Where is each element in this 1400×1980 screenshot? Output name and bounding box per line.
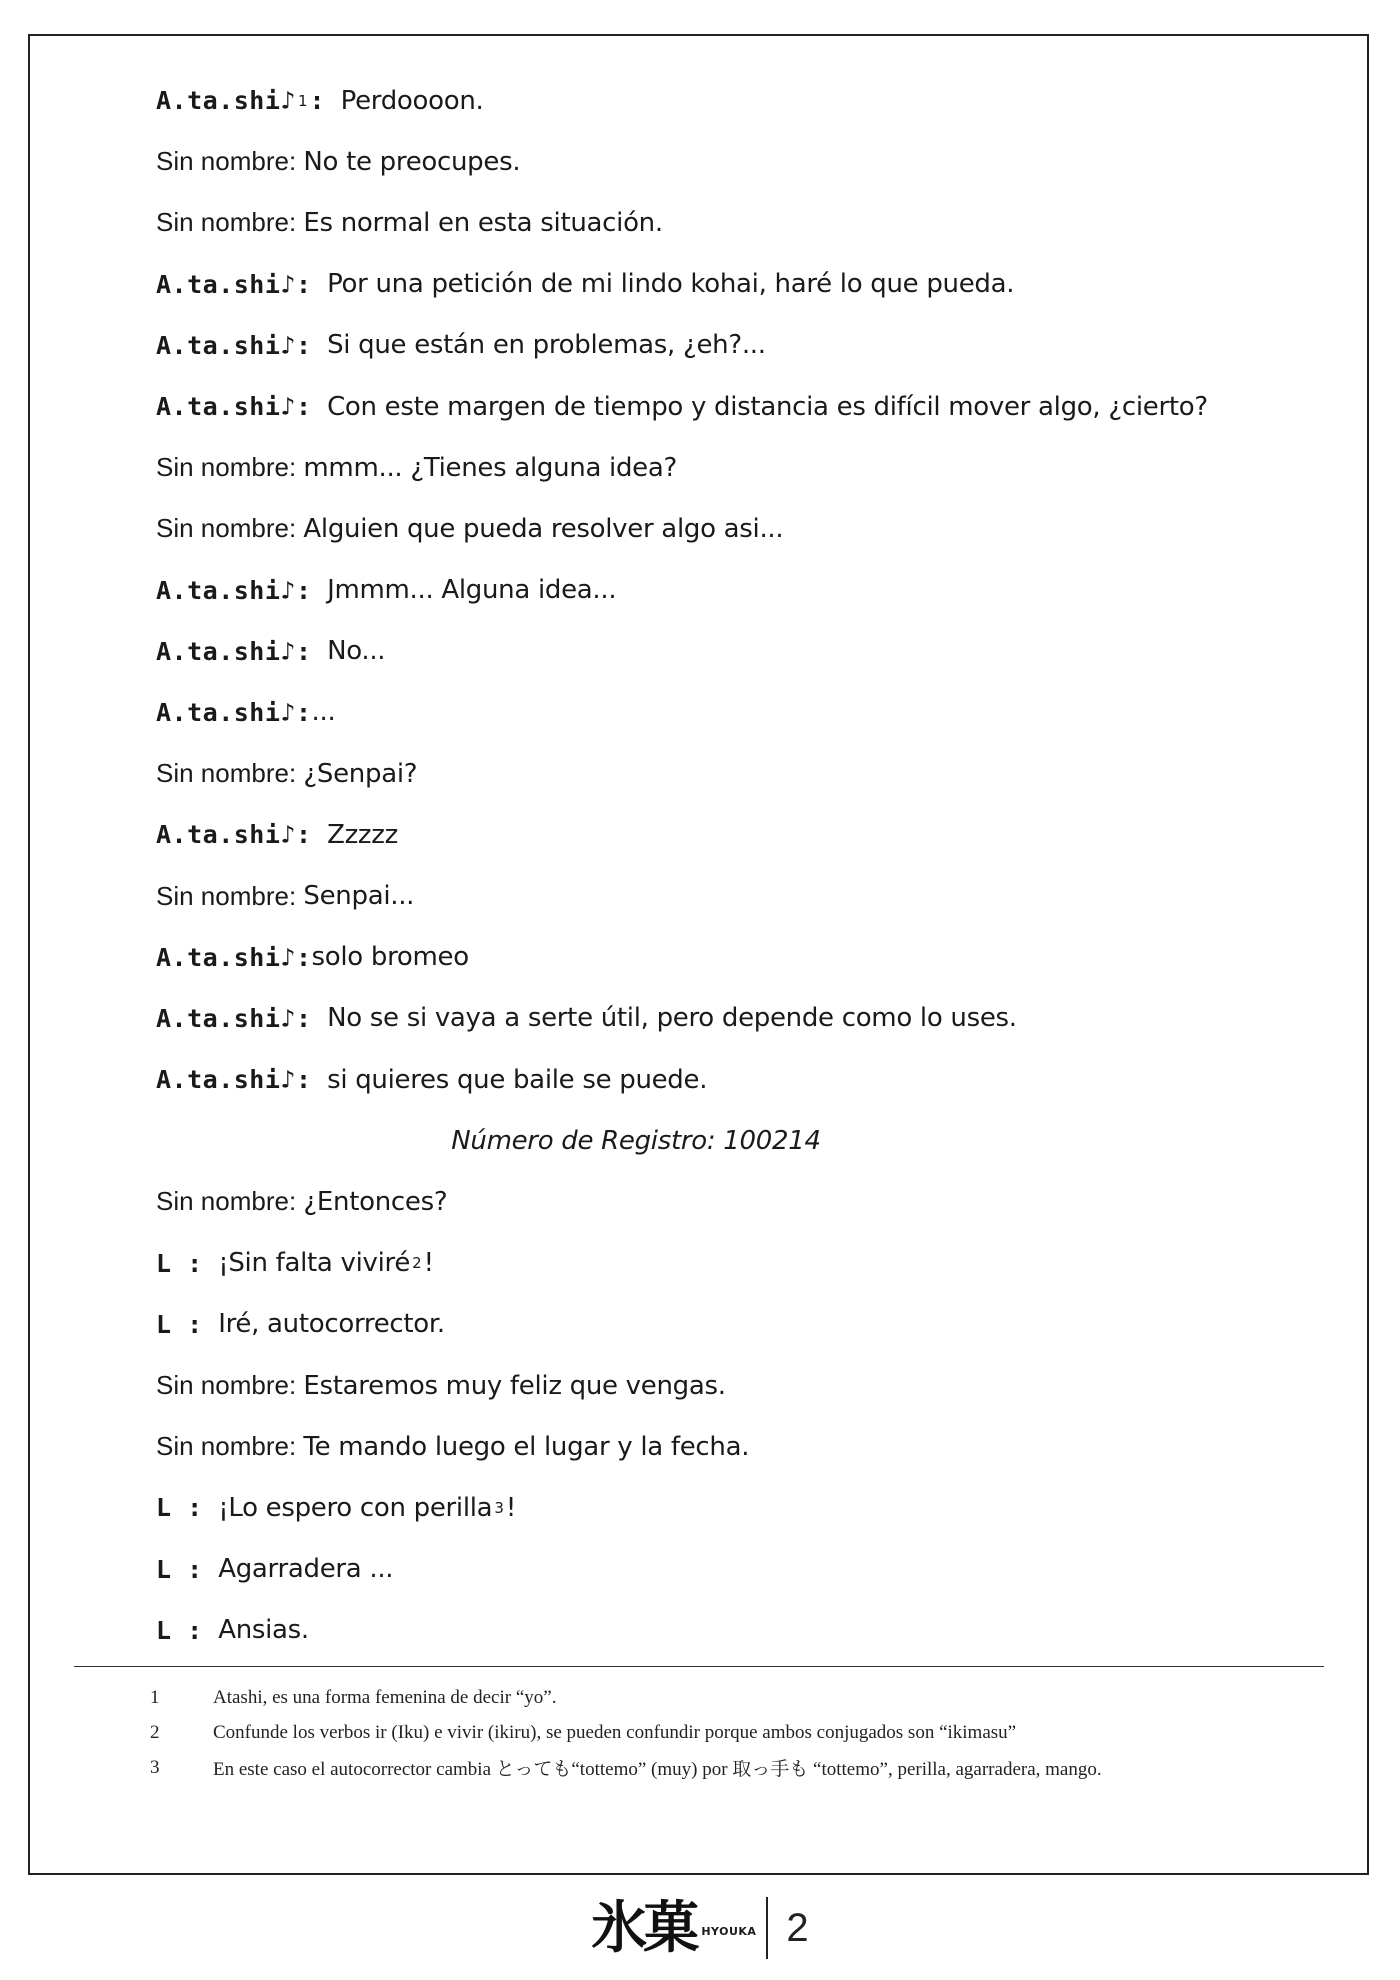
chat-line <box>156 1539 1236 1600</box>
chat-line <box>156 1355 1236 1416</box>
message-text: Perdoooon. <box>340 85 484 116</box>
message-text-end: ! <box>423 1248 434 1279</box>
footnote <box>150 1680 1300 1715</box>
message-text: Senpai... <box>303 881 415 912</box>
speaker-name: Sin nombre: <box>156 207 304 238</box>
speaker-name: Sin nombre: <box>156 1431 304 1462</box>
message-text: Es normal en esta situación. <box>303 207 663 238</box>
speaker-name: A.ta.shi♪: <box>156 269 328 299</box>
registration-number <box>156 1110 1236 1171</box>
chat-line <box>156 254 1236 315</box>
message-text: Por una petición de mi lindo kohai, haré lo que pueda. <box>327 269 1015 300</box>
message-text: ... <box>311 697 336 728</box>
chat-line <box>156 621 1236 682</box>
message-text: Ansias. <box>218 1615 309 1646</box>
footnote-text: Atashi, es una forma femenina de decir “yo”. <box>213 1686 557 1708</box>
page-footer <box>0 1888 1400 1968</box>
speaker-name: Sin nombre: <box>156 880 304 911</box>
speaker-name: A.ta.shi♪: <box>156 575 328 605</box>
chat-line <box>156 315 1236 376</box>
footer-divider <box>766 1897 768 1959</box>
message-text: Agarradera ... <box>218 1554 394 1585</box>
speaker-name: L : <box>156 1615 219 1645</box>
logo-subtitle: HYOUKA <box>701 1925 757 1938</box>
speaker-name: A.ta.shi♪: <box>156 636 328 666</box>
speaker-name: A.ta.shi♪: <box>156 942 312 972</box>
message-text: ¡Sin falta viviré <box>218 1248 411 1279</box>
chat-line <box>156 1049 1236 1110</box>
chat-line <box>156 743 1236 804</box>
chat-line <box>156 865 1236 926</box>
footnote <box>150 1750 1300 1785</box>
message-text: No se si vaya a serte útil, pero depende como lo uses. <box>327 1003 1017 1034</box>
message-text: ¡Lo espero con perilla <box>218 1492 493 1523</box>
registration-text: Número de Registro: 100214 <box>451 1125 821 1156</box>
message-text: No... <box>327 636 386 667</box>
message-text: Te mando luego el lugar y la fecha. <box>303 1431 750 1462</box>
footnote-divider <box>74 1666 1324 1667</box>
hyouka-logo <box>591 1895 757 1961</box>
chat-line <box>156 437 1236 498</box>
chat-line <box>156 1600 1236 1661</box>
chat-line <box>156 498 1236 559</box>
speaker-name: A.ta.shi♪: <box>156 1003 328 1033</box>
message-text-end: ! <box>505 1492 516 1523</box>
message-text: si quieres que baile se puede. <box>327 1064 708 1095</box>
message-text: Si que están en problemas, ¿eh?... <box>327 330 766 361</box>
logo-kanji: 氷菓 <box>591 1895 696 1961</box>
chat-line <box>156 192 1236 253</box>
message-text: mmm... ¿Tienes alguna idea? <box>303 452 678 483</box>
footnote-number: 3 <box>150 1756 160 1778</box>
message-text: Zzzzz <box>327 819 398 850</box>
speaker-name: A.ta.shi♪: <box>156 820 328 850</box>
speaker-name: Sin nombre: <box>156 513 304 544</box>
chat-line <box>156 560 1236 621</box>
message-text: No te preocupes. <box>303 146 521 177</box>
speaker-name: L : <box>156 1554 219 1584</box>
chat-line <box>156 1171 1236 1232</box>
message-text: Alguien que pueda resolver algo asi... <box>303 513 784 544</box>
chat-log <box>156 70 1236 1661</box>
speaker-name: A.ta.shi♪: <box>156 330 328 360</box>
chat-line <box>156 927 1236 988</box>
footnote-number: 1 <box>150 1686 160 1708</box>
speaker-name: Sin nombre: <box>156 1186 304 1217</box>
speaker-name: L : <box>156 1309 219 1339</box>
message-text: solo bromeo <box>311 942 469 973</box>
speaker-name: L : <box>156 1248 219 1278</box>
speaker-name: Sin nombre: <box>156 452 304 483</box>
chat-line: A.ta.shi♪ 1 : Perdoooon. <box>156 85 484 116</box>
speaker-name: A.ta.shi♪: <box>156 1065 328 1095</box>
chat-line <box>156 988 1236 1049</box>
footnote-text: Confunde los verbos ir (Iku) e vivir (ikiru), se pueden confundir porque ambos conjugados son “ikimasu” <box>213 1721 1017 1743</box>
footnote-number: 2 <box>150 1721 160 1743</box>
speaker-name: Sin nombre: <box>156 1370 304 1401</box>
message-text: Iré, autocorrector. <box>218 1309 445 1340</box>
message-text: ¿Senpai? <box>303 758 418 789</box>
footnote <box>150 1715 1300 1750</box>
speaker-name: A.ta.shi♪: <box>156 697 312 727</box>
chat-line <box>156 1416 1236 1477</box>
speaker-name: L : <box>156 1493 219 1523</box>
speaker-name: Sin nombre: <box>156 758 304 789</box>
chat-line <box>156 804 1236 865</box>
footnote-text: En este caso el autocorrector cambia とっても“tottemo” (muy) por 取っ手も “tottemo”, perilla, agarradera, mango. <box>213 1759 1102 1780</box>
chat-line <box>156 682 1236 743</box>
message-text: Con este margen de tiempo y distancia es difícil mover algo, ¿cierto? <box>327 391 1208 422</box>
speaker-name: A.ta.shi♪ <box>156 86 296 116</box>
chat-line: L : ¡Lo espero con perilla 3 ! <box>156 1492 516 1523</box>
message-text: Jmmm... Alguna idea... <box>327 575 617 606</box>
chat-line: L : ¡Sin falta viviré 2 ! <box>156 1248 434 1279</box>
message-text: ¿Entonces? <box>303 1186 448 1217</box>
speaker-name: Sin nombre: <box>156 146 304 177</box>
message-text: Estaremos muy feliz que vengas. <box>303 1370 726 1401</box>
speaker-colon: : <box>309 86 341 116</box>
footnotes <box>150 1680 1300 1785</box>
speaker-name: A.ta.shi♪: <box>156 392 328 422</box>
chat-line <box>156 376 1236 437</box>
chat-line <box>156 131 1236 192</box>
chat-line <box>156 1294 1236 1355</box>
page-number: 2 <box>786 1905 809 1950</box>
